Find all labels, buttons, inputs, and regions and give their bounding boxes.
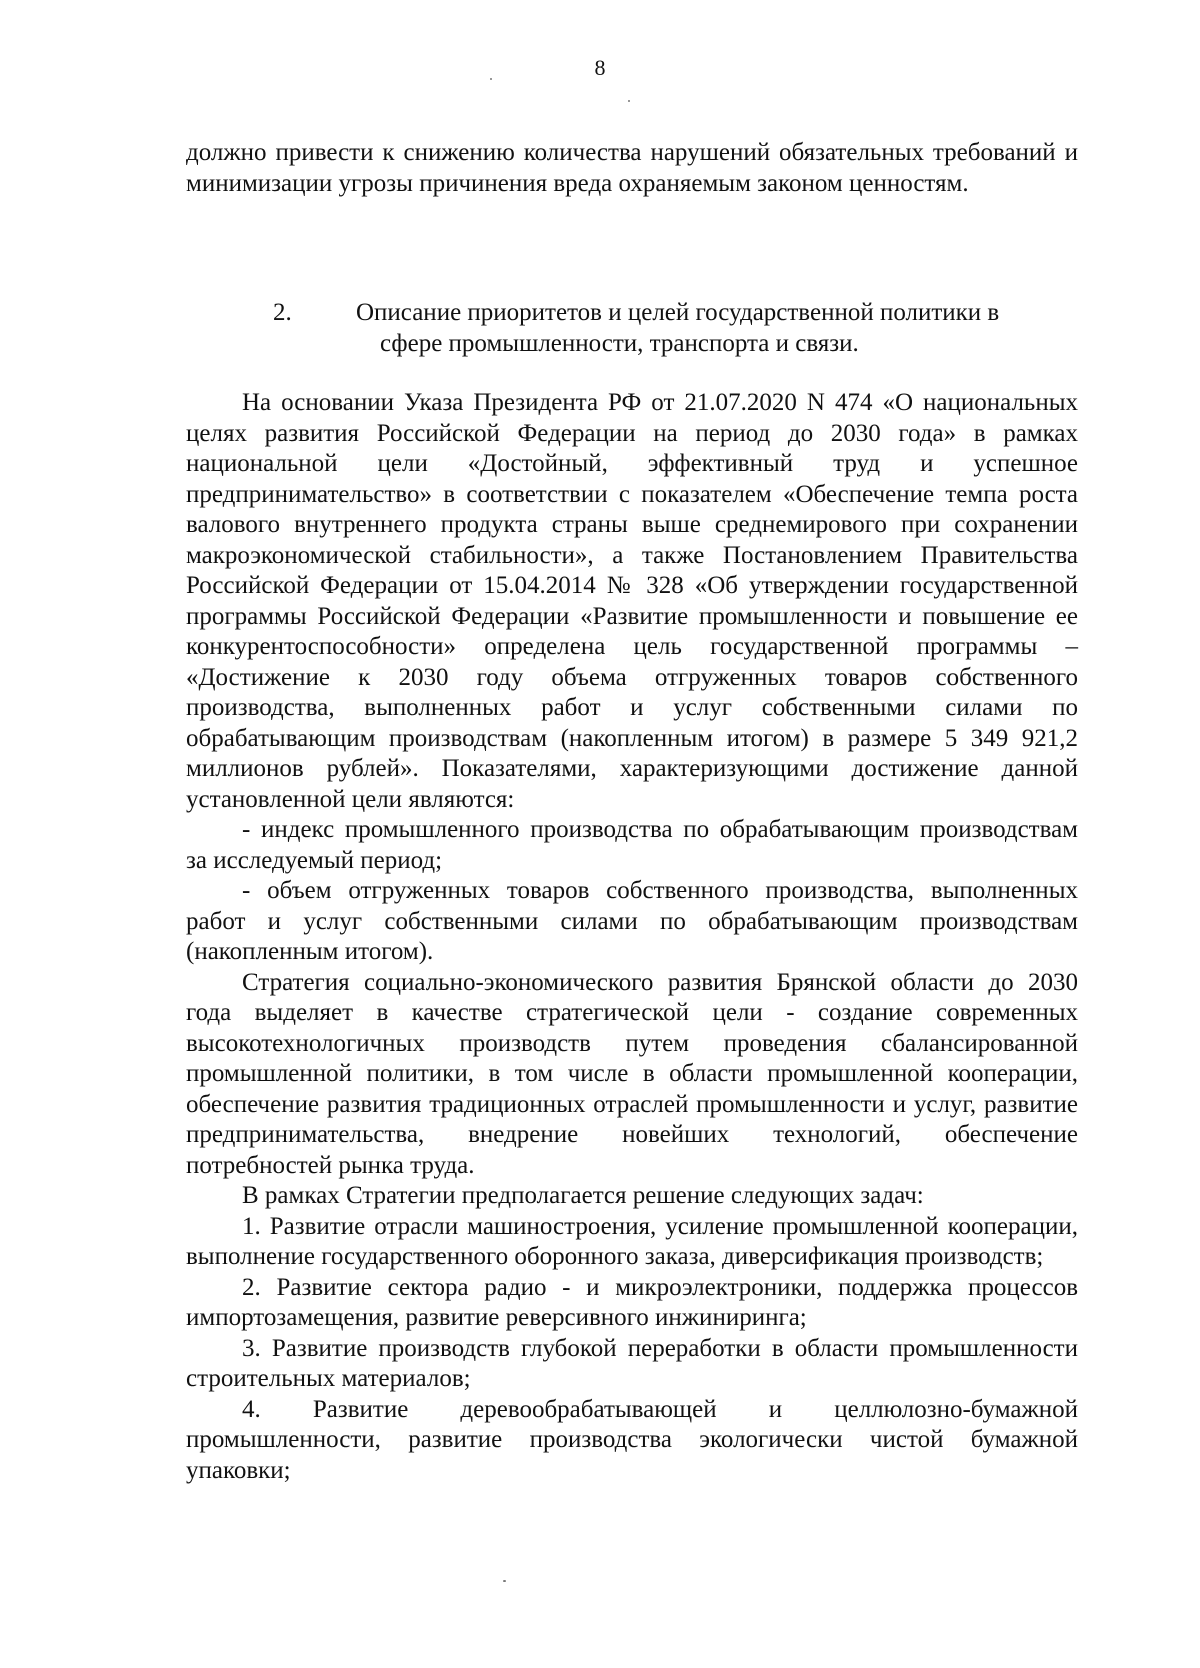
paragraph-tasks-intro: В рамках Стратегии предполагается решение следующих задач: <box>242 1182 924 1209</box>
continuation-block <box>186 138 1078 199</box>
section-number: 2. <box>273 299 292 326</box>
task-item-2: 2. Развитие сектора радио - и микроэлектроники, поддержка процессов импортозамещения, развитие реверсивного инжиниринга; <box>186 1273 1078 1331</box>
bullet-item-index: - индекс промышленного производства по обрабатывающим производствам за исследуемый период; <box>186 816 1078 874</box>
section-heading <box>186 297 1078 359</box>
task-item-4: 4. Развитие деревообрабатывающей и целлюлозно-бумажной промышленности, развитие производства экологически чистой бумажной упаковки; <box>186 1395 1078 1484</box>
scan-speck <box>490 78 492 80</box>
continuation-paragraph: должно привести к снижению количества нарушений обязательных требований и минимизации угрозы причинения вреда охраняемым законом ценностям. <box>186 139 1078 197</box>
page-number: 8 <box>594 55 606 80</box>
paragraph-strategy: Стратегия социально-экономического развития Брянской области до 2030 года выделяет в качестве стратегической цели - создание современных высокотехнологичных производств путем проведения сбалансированной промышленной политики, в том числе в области промышленной кооперации, обеспечение развития традиционных отраслей промышленности и услуг, развитие предпринимательства, внедрение новейших технологий, обеспечение потребностей рынка труда. <box>186 968 1078 1179</box>
task-item-1: 1. Развитие отрасли машиностроения, усиление промышленной кооперации, выполнение государственного оборонного заказа, диверсификация производств; <box>186 1212 1078 1270</box>
section-title-line1: Описание приоритетов и целей государственной политики в <box>356 299 1000 326</box>
bullet-item-volume: - объем отгруженных товаров собственного производства, выполненных работ и услуг собственными силами по обрабатывающим производствам (накопленным итогом). <box>186 877 1078 965</box>
scan-speck <box>628 100 630 102</box>
section-title <box>186 297 1078 359</box>
section-title-line2: сфере промышленности, транспорта и связи. <box>380 330 859 357</box>
paragraph-decree: На основании Указа Президента РФ от 21.07.2020 N 474 «О национальных целях развития Российской Федерации на период до 2030 года» в рамках национальной цели «Достойный, эффективный труд и успешное предпринимательство» в соответствии с показателем «Обеспечение темпа роста валового внутреннего продукта страны выше среднемирового при сохранении макроэкономической стабильности», а также Постановлением Правительства Российской Федерации от 15.04.2014 № 328 «Об утверждении государственной программы Российской Федерации «Развитие промышленности и повышение ее конкурентоспособности» определена цель государственной программы – «Достижение к 2030 году объема отгруженных товаров собственного производства, выполненных работ и услуг собственными силами по обрабатывающим производствам (накопленным итогом) в размере 5 349 921,2 миллионов рублей». Показателями, характеризующими достижение данной установленной цели являются: <box>186 389 1078 813</box>
section-body <box>186 388 1078 1486</box>
task-item-3: 3. Развитие производств глубокой переработки в области промышленности строительных материалов; <box>186 1334 1078 1392</box>
scan-speck <box>503 1580 506 1582</box>
